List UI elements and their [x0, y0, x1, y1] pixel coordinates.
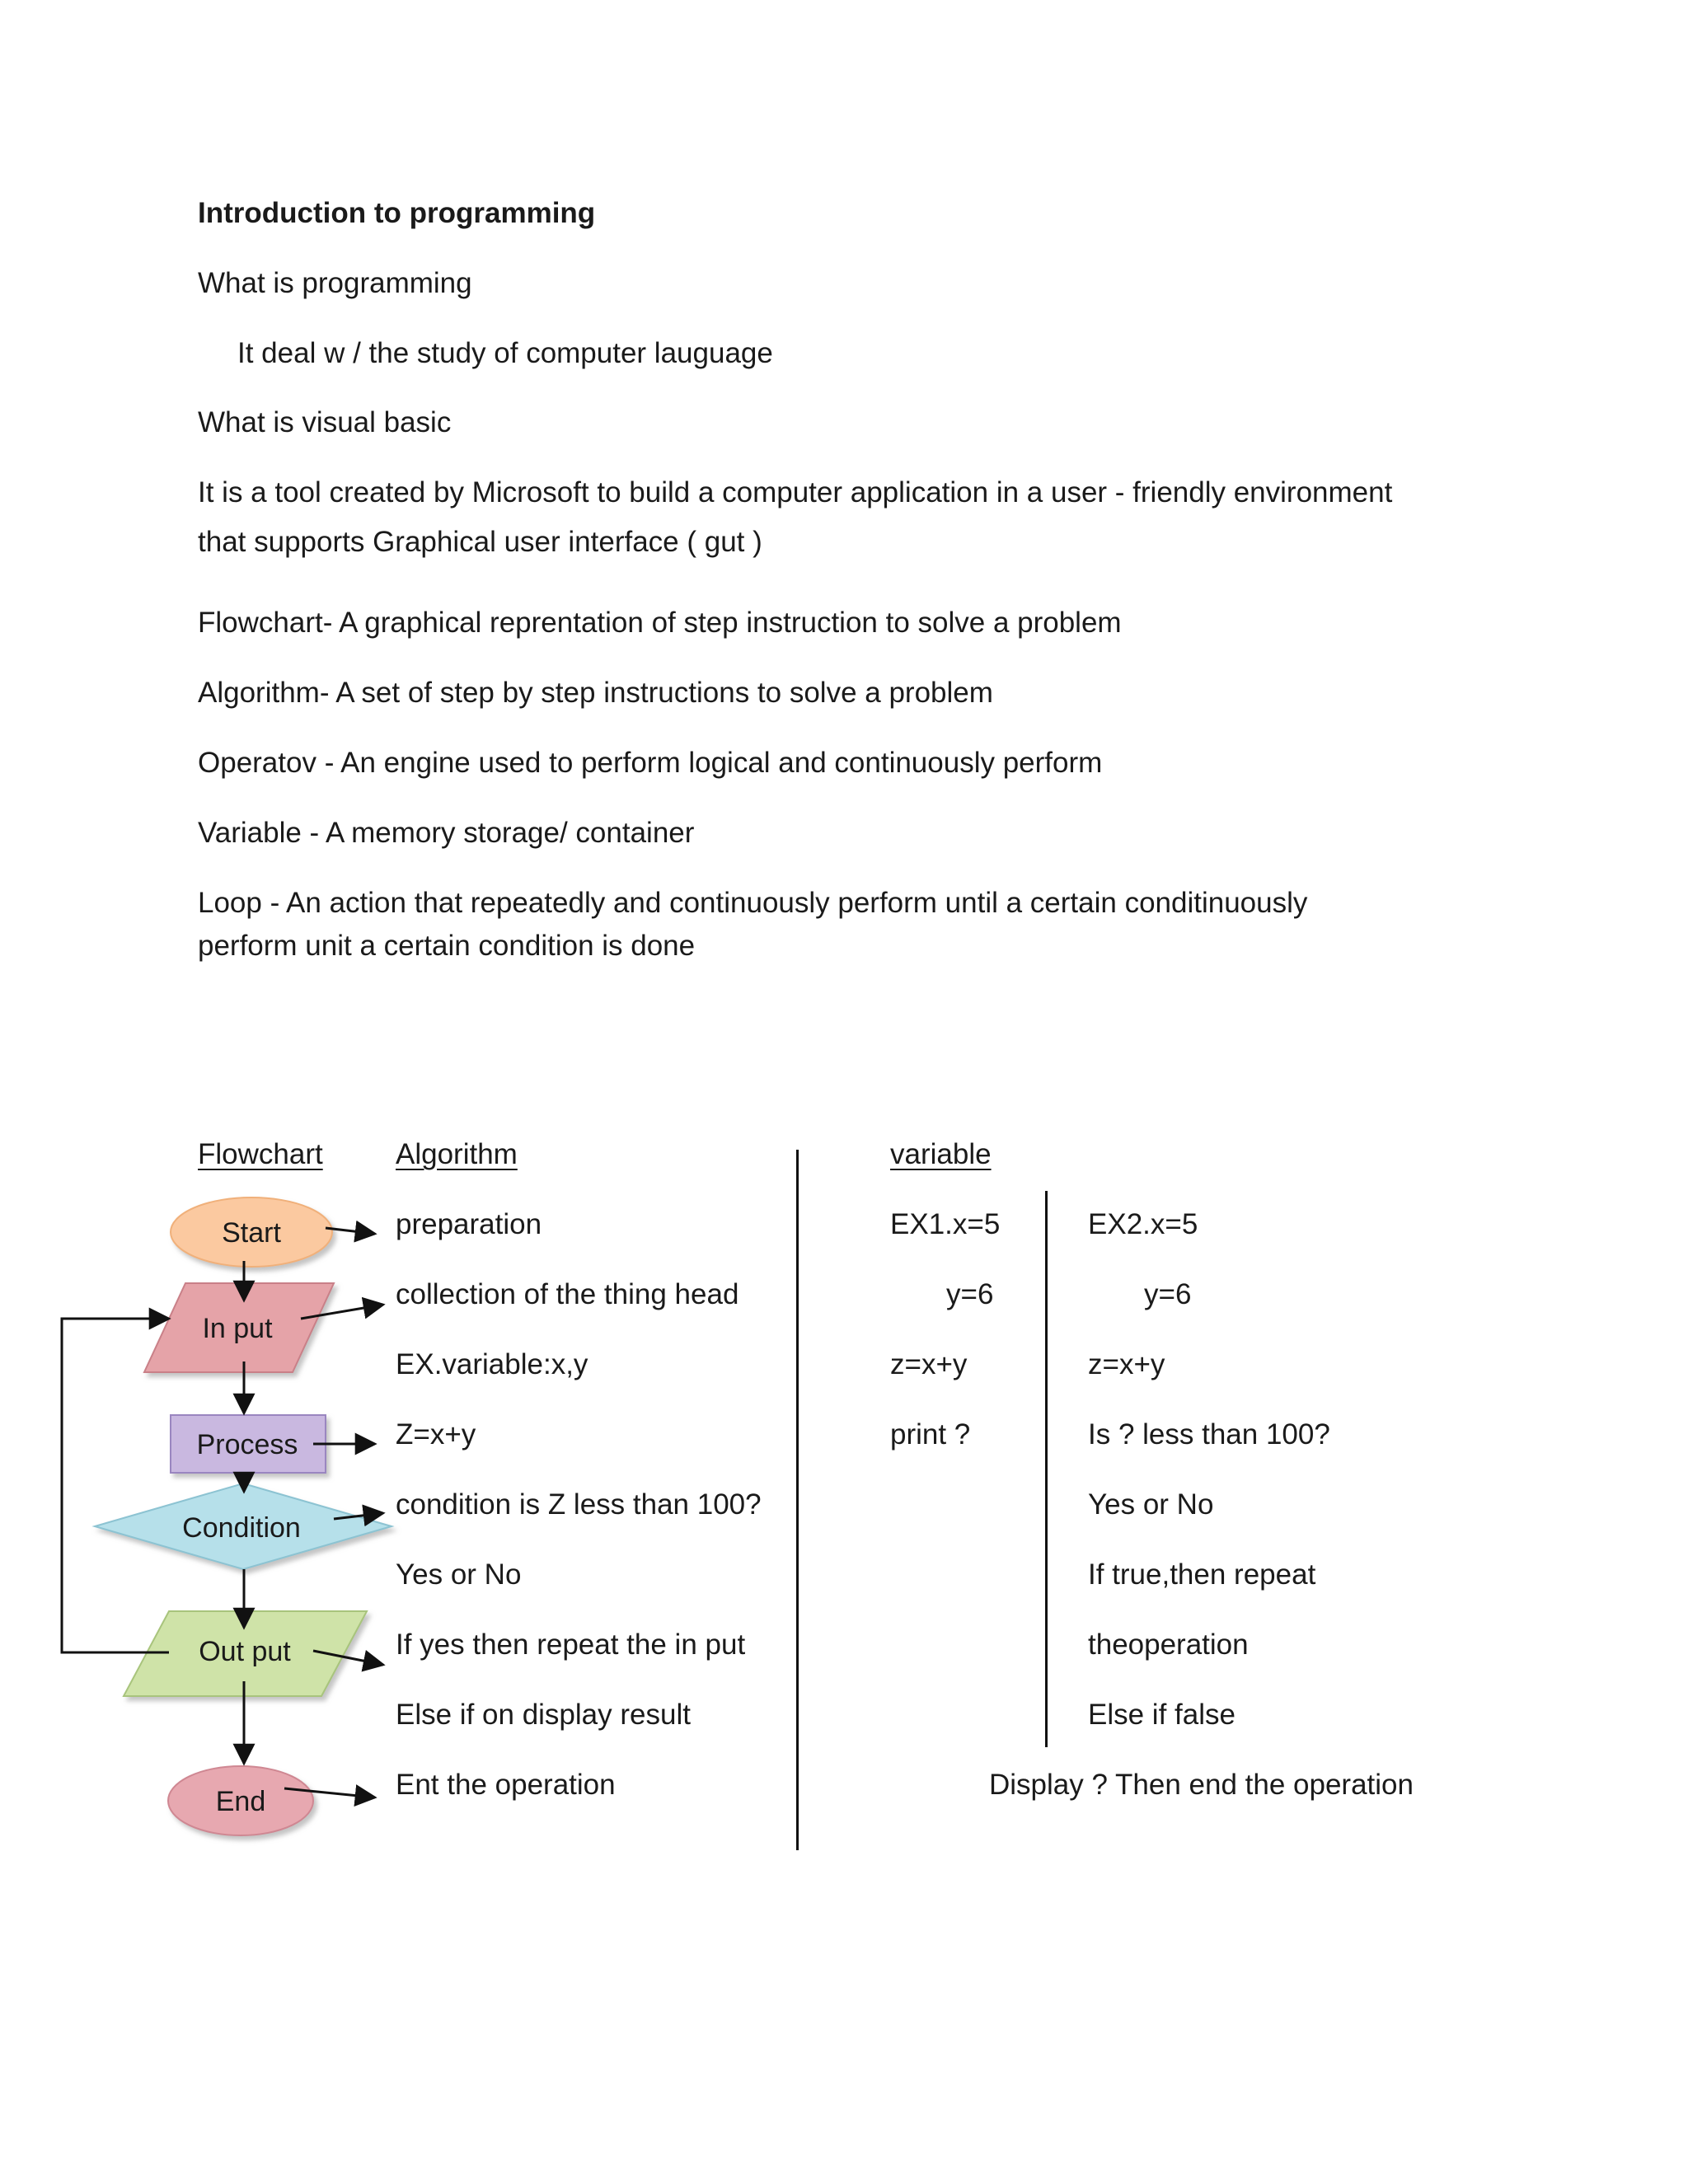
ex2-line: z=x+y — [1088, 1348, 1165, 1380]
algorithm-step: Z=x+y — [396, 1418, 476, 1451]
definition-variable: Variable - A memory storage/ container — [198, 817, 695, 849]
question-programming: What is programming — [198, 267, 472, 299]
header-variable: variable — [890, 1138, 992, 1170]
arrow-start-preparation — [326, 1228, 375, 1234]
header-flowchart: Flowchart — [198, 1138, 323, 1170]
process-label: Process — [196, 1429, 298, 1460]
ex1-line: z=x+y — [890, 1348, 968, 1380]
definition-loop-line1: Loop - An action that repeatedly and continuously perform until a certain conditinuously — [198, 887, 1308, 919]
header-algorithm: Algorithm — [396, 1138, 518, 1170]
algorithm-step: Else if on display result — [396, 1699, 691, 1731]
ex2-line: y=6 — [1144, 1278, 1192, 1310]
algorithm-step: preparation — [396, 1208, 542, 1240]
answer-programming: It deal w / the study of computer lauguage — [237, 337, 773, 369]
definition-loop-line2: perform unit a certain condition is done — [198, 930, 696, 962]
ex1-line: print ? — [890, 1418, 971, 1451]
definition-algorithm: Algorithm- A set of step by step instructions to solve a problem — [198, 677, 993, 709]
footer-line: Display ? Then end the operation — [989, 1769, 1414, 1801]
algorithm-step: EX.variable:x,y — [396, 1348, 588, 1380]
question-visual-basic: What is visual basic — [198, 406, 452, 438]
definition-operator: Operatov - An engine used to perform logical and continuously perform — [198, 747, 1103, 779]
page-title: Introduction to programming — [198, 197, 596, 229]
input-label: In put — [202, 1313, 273, 1344]
ex2-line: theoperation — [1088, 1629, 1249, 1661]
start-label: Start — [222, 1217, 281, 1249]
divider-line — [1045, 1191, 1048, 1747]
ex2-line: EX2.x=5 — [1088, 1208, 1198, 1240]
answer-visual-basic-line2: that supports Graphical user interface ( gut ) — [198, 526, 762, 558]
ex2-line: If true,then repeat — [1088, 1558, 1316, 1591]
ex2-line: Yes or No — [1088, 1488, 1214, 1521]
algorithm-step: condition is Z less than 100? — [396, 1488, 762, 1521]
algorithm-step: Yes or No — [396, 1558, 522, 1591]
ex2-line: Else if false — [1088, 1699, 1236, 1731]
ex1-line: y=6 — [946, 1278, 994, 1310]
definition-flowchart: Flowchart- A graphical reprentation of step instruction to solve a problem — [198, 607, 1122, 639]
answer-visual-basic-line1: It is a tool created by Microsoft to build a computer application in a user - friendly environment — [198, 476, 1393, 509]
algorithm-step: Ent the operation — [396, 1769, 616, 1801]
algorithm-step: If yes then repeat the in put — [396, 1629, 746, 1661]
algorithm-step: collection of the thing head — [396, 1278, 739, 1310]
ex1-line: EX1.x=5 — [890, 1208, 1001, 1240]
ex2-line: Is ? less than 100? — [1088, 1418, 1330, 1451]
condition-label: Condition — [182, 1512, 301, 1544]
divider-line — [796, 1150, 799, 1850]
end-label: End — [215, 1786, 266, 1817]
output-label: Out put — [199, 1636, 291, 1667]
